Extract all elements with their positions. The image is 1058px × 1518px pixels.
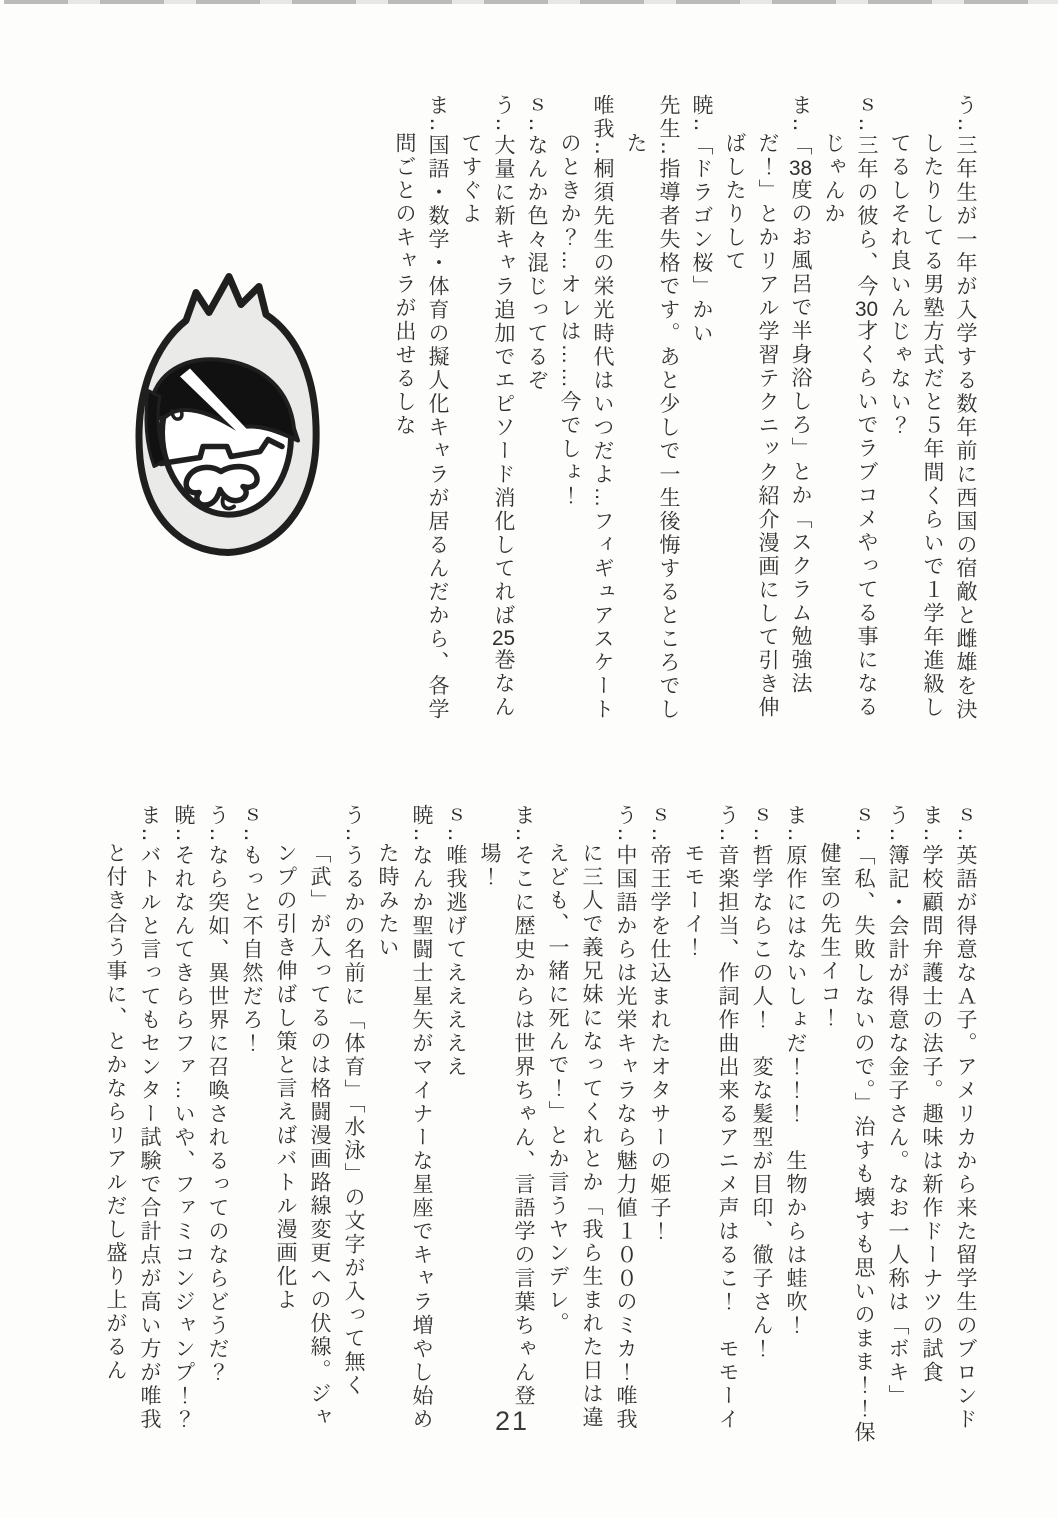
character-doodle-illustration xyxy=(110,240,348,576)
speech-line: う‥中国語からは光栄キャラなら魅力値１００のミカ！唯我に三人で義兄妹になってくれとか「我ら生まれた日は違えども、一緒に死んで！」とか言うヤンデレ。 xyxy=(546,804,637,1432)
speech-line: う‥なら突如、異世界に召喚されるってのならどうだ？ xyxy=(206,804,229,1385)
speech-line: ｓ‥哲学ならこの人！ 変な髪型が目印、徹子さん！ xyxy=(750,804,773,1362)
speech-line: う‥三年生が一年が入学する数年前に西国の宿敵と雌雄を決したりしてる男塾方式だと５年間くらいで１学年進級してるしそれ良いんじゃない？ xyxy=(888,94,977,722)
speech-line: ま‥「38度のお風呂で半身浴しろ」とか「スクラム勉強法だ！」とかリアル学習テクニック紹介漫画にして引き伸ばしたりして xyxy=(723,94,813,720)
speech-line: ま‥原作にはないしょだ！！！ 生物からは蛙吹！ xyxy=(784,804,807,1338)
speech-line: ｓ‥「私、失敗しないので。」治すも壊すも思いのまま！！保健室の先生イコ！ xyxy=(818,804,875,1445)
dialogue-block-top xyxy=(388,94,982,726)
speech-line: ま‥国語・数学・体育の擬人化キャラが居るんだから、各学問ごとのキャラが出せるしな xyxy=(393,94,449,722)
speech-line: ｓ‥三年の彼ら、今30才くらいでラブコメやってる事になるじゃんか xyxy=(822,94,879,720)
speech-line: う‥大量に新キャラ追加でエピソード消化してれば25巻なんてすぐよ xyxy=(459,94,516,720)
speech-line: う‥音楽担当、作詞作曲出来るアニメ声はるこ！ モモーイモモーイ！ xyxy=(682,804,739,1432)
speech-line: ｓ‥英語が得意なＡ子。アメリカから来た留学生のブロンド xyxy=(954,804,977,1432)
speech-line: ま‥バトルと言ってもセンター試験で合計点が高い方が唯我と付き合う事に、とかならリアルだし盛り上がるん xyxy=(104,804,161,1432)
speech-line: ｓ‥なんか色々混じってるぞ xyxy=(525,94,548,393)
speech-line: ま‥学校顧問弁護士の法子。趣味は新作ドーナツの試食 xyxy=(920,804,943,1385)
speech-line: う‥簿記・会計が得意な金子さん。なお一人称は「ボキ」 xyxy=(886,804,909,1409)
speech-line: 先生‥指導者失格です。あと少しで一生後悔するところでした xyxy=(624,94,680,722)
scan-edge-artifact xyxy=(4,0,1058,4)
speech-line: ｓ‥もっと不自然だろ！ xyxy=(240,804,263,1056)
dialogue-block-bottom xyxy=(98,804,982,1446)
speech-line: 暁‥それなんてきららファ…いや、ファミコンジャンプ！？ xyxy=(172,804,195,1432)
page-number: 21 xyxy=(494,1406,530,1436)
speech-line: 唯我‥桐須先生の栄光時代はいつだよ…フィギュアスケートのときか？…オレは……今でしょ！ xyxy=(558,94,614,722)
speech-line: 暁‥なんか聖闘士星矢がマイナーな星座でキャラ増やし始めた時みたい xyxy=(376,804,433,1432)
speech-line: う‥うるかの名前に「体育」「水泳」の文字が入って無く「武」が入ってるのは格闘漫画路線変更への伏線。ジャンプの引き伸ばし策と言えばバトル漫画化よ xyxy=(274,804,365,1430)
speech-line: ｓ‥帝王学を仕込まれたオタサーの姫子！ xyxy=(648,804,671,1244)
hooded-mustache-face-icon xyxy=(110,240,348,576)
speech-line: ｓ‥唯我逃げてえええええ xyxy=(444,804,467,1080)
speech-line: 暁‥「ドラゴン桜」かい xyxy=(690,94,713,346)
speech-line: ま‥そこに歴史からは世界ちゃん、言語学の言葉ちゃん登場！ xyxy=(478,804,535,1409)
